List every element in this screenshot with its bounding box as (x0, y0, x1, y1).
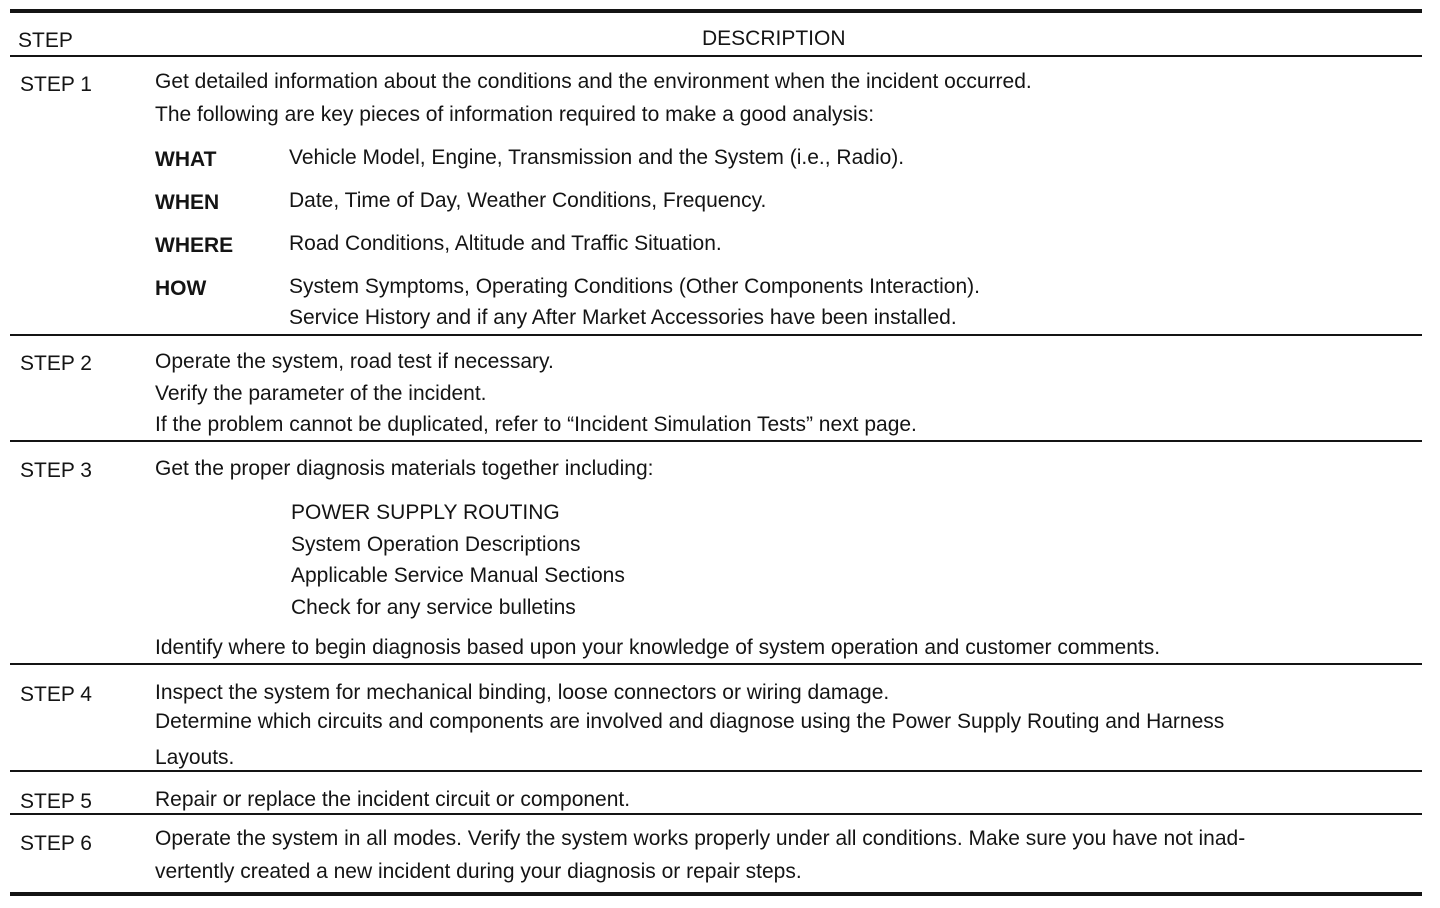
material-item: POWER SUPPLY ROUTING (291, 501, 560, 524)
step-description-table (10, 0, 1422, 908)
row-divider (10, 334, 1422, 336)
step-label: STEP 3 (20, 459, 92, 482)
row-divider (10, 813, 1422, 815)
key-label-how: HOW (155, 277, 207, 300)
description-line: The following are key pieces of information required to make a good analysis: (155, 103, 875, 126)
description-line: Layouts. (155, 746, 235, 769)
key-value: Date, Time of Day, Weather Conditions, Frequency. (289, 189, 767, 212)
header-rule (10, 55, 1422, 57)
row-divider (10, 770, 1422, 772)
description-line: Operate the system in all modes. Verify the system works properly under all conditions. Make sure you have not inad- (155, 827, 1246, 850)
description-line: Repair or replace the incident circuit or component. (155, 788, 631, 811)
key-value: Vehicle Model, Engine, Transmission and the System (i.e., Radio). (289, 146, 905, 169)
key-label-where: WHERE (155, 234, 234, 257)
key-value: System Symptoms, Operating Conditions (Other Components Interaction). (289, 275, 980, 298)
step-label: STEP 6 (20, 832, 92, 855)
step-label: STEP 1 (20, 73, 92, 96)
material-item: System Operation Descriptions (291, 533, 581, 556)
bottom-rule (10, 892, 1422, 896)
description-line: Determine which circuits and components are involved and diagnose using the Power Supply Routing and Harness (155, 710, 1225, 733)
top-rule (10, 9, 1422, 13)
description-line: Identify where to begin diagnosis based upon your knowledge of system operation and customer comments. (155, 636, 1161, 659)
step-label: STEP 4 (20, 683, 92, 706)
description-line: Get detailed information about the conditions and the environment when the incident occurred. (155, 70, 1032, 93)
key-label-when: WHEN (155, 191, 220, 214)
description-line: Inspect the system for mechanical binding, loose connectors or wiring damage. (155, 681, 890, 704)
description-line: If the problem cannot be duplicated, refer to “Incident Simulation Tests” next page. (155, 413, 917, 436)
description-line: vertently created a new incident during your diagnosis or repair steps. (155, 860, 802, 883)
key-label-what: WHAT (155, 148, 217, 171)
column-header-step: STEP (18, 29, 73, 52)
description-line: Verify the parameter of the incident. (155, 382, 487, 405)
key-value: Service History and if any After Market Accessories have been installed. (289, 306, 957, 329)
row-divider (10, 440, 1422, 442)
material-item: Applicable Service Manual Sections (291, 564, 625, 587)
row-divider (10, 663, 1422, 665)
description-line: Operate the system, road test if necessary. (155, 350, 554, 373)
step-label: STEP 2 (20, 352, 92, 375)
step-label: STEP 5 (20, 790, 92, 813)
description-line: Get the proper diagnosis materials together including: (155, 457, 654, 480)
material-item: Check for any service bulletins (291, 596, 576, 619)
column-header-description: DESCRIPTION (702, 27, 846, 50)
key-value: Road Conditions, Altitude and Traffic Situation. (289, 232, 722, 255)
